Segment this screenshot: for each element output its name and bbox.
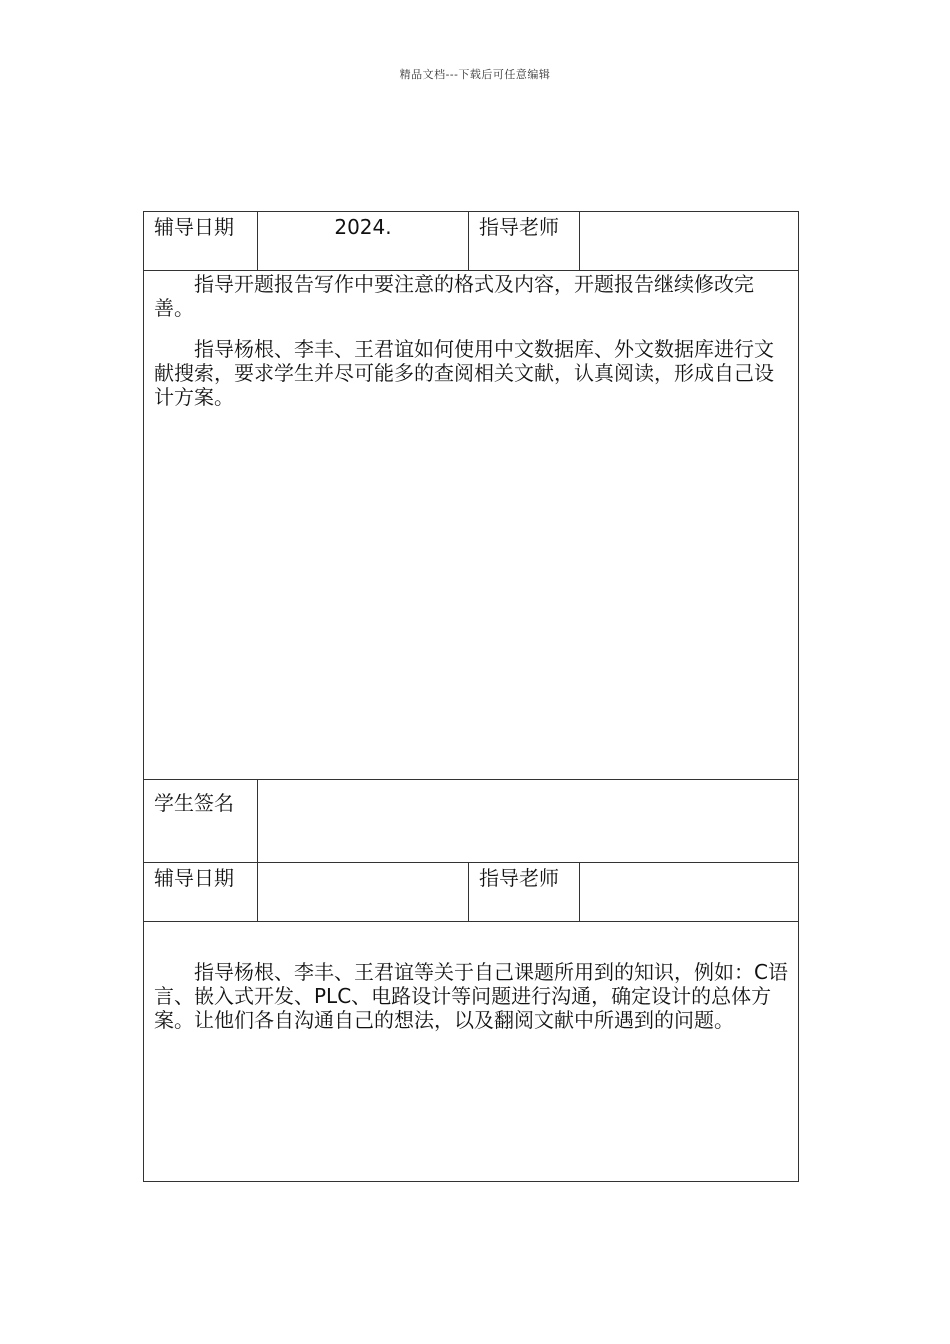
session1-paragraph-1: 指导开题报告写作中要注意的格式及内容，开题报告继续修改完善。 [154,272,754,320]
session1-teacher-label: 指导老师 [469,212,580,271]
guidance-record-table [143,211,799,1182]
session2-content [144,922,799,1182]
session1-header-row [144,212,799,271]
signature-label: 学生签名 [144,780,258,863]
session2-date-value [258,863,469,922]
session2-teacher-value [580,863,799,922]
page-header: 精品文档---下载后可任意编辑 [399,68,551,81]
session2-teacher-label: 指导老师 [469,863,580,922]
session2-paragraph-1: 指导杨根、李丰、王君谊等关于自己课题所用到的知识，例如：C语言、嵌入式开发、PLC、电路设计等问题进行沟通，确定设计的总体方案。让他们各自沟通自己的想法，以及翻阅文献中所遇到的问题。 [154,960,788,1032]
signature-value [258,780,799,863]
session2-date-label: 辅导日期 [144,863,258,922]
session1-date-value: 2024. [258,212,469,271]
session1-date-label: 辅导日期 [144,212,258,271]
session1-teacher-value [580,212,799,271]
session2-header-row [144,863,799,922]
session1-content [144,271,799,780]
session1-paragraph-2: 指导杨根、李丰、王君谊如何使用中文数据库、外文数据库进行文献搜索，要求学生并尽可能多的查阅相关文献，认真阅读，形成自己设计方案。 [154,337,774,409]
session2-content-row [144,922,799,1182]
signature-row [144,780,799,863]
session1-content-row [144,271,799,780]
